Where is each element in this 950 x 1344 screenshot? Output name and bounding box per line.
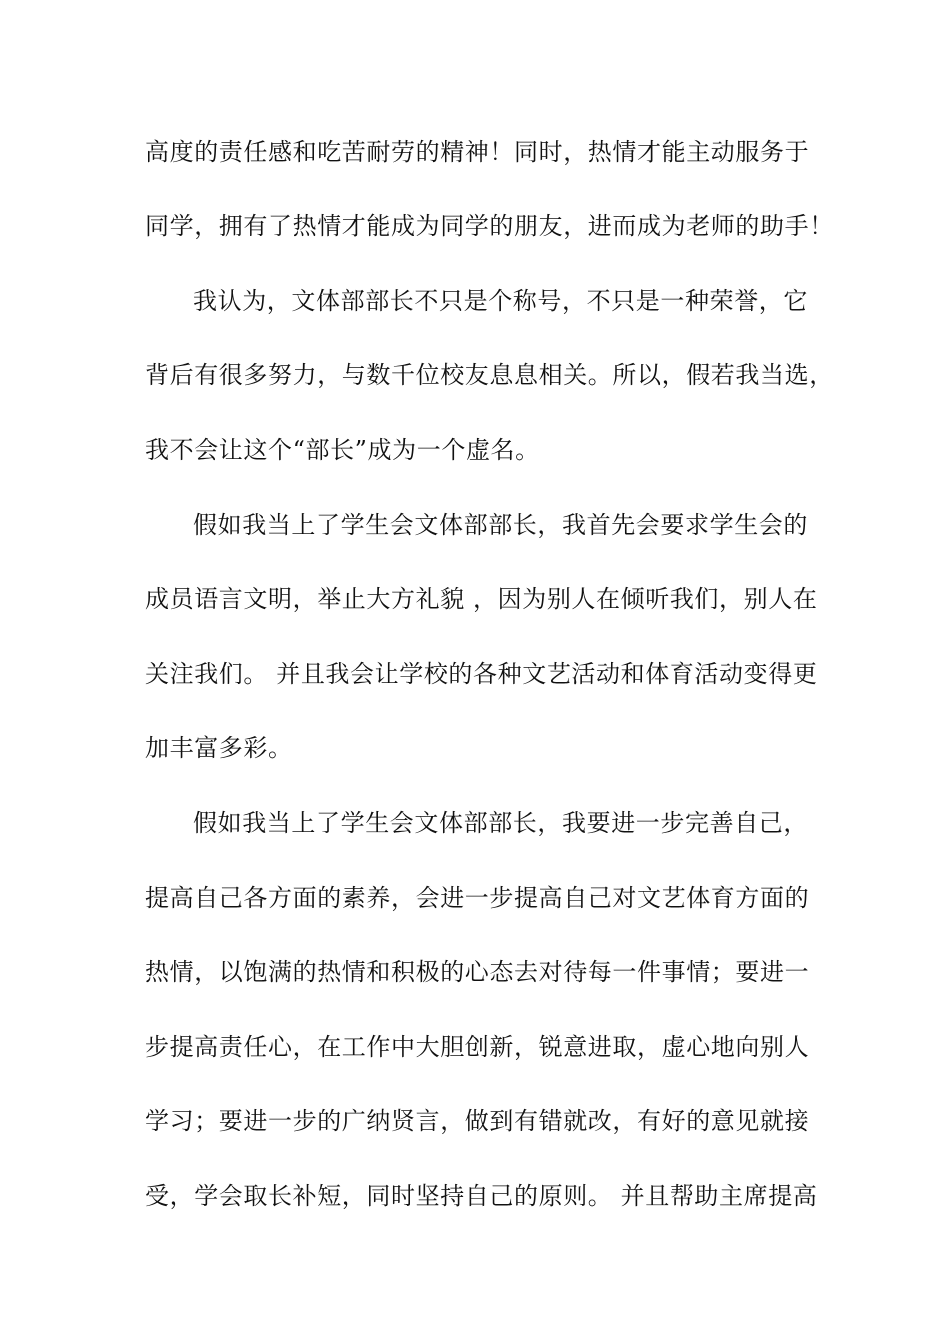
text-line-5: 我不会让这个“部长”成为一个虚名。 [145,436,540,464]
text-line-11: 提高自己各方面的素养，会进一步提高自己对文艺体育方面的 [145,884,810,912]
text-line-14: 学习；要进一步的广纳贤言，做到有错就改，有好的意见就接 [145,1107,810,1135]
text-line-13: 步提高责任心，在工作中大胆创新，锐意进取，虚心地向别人 [145,1033,810,1061]
text-line-15: 受，学会取长补短，同时坚持自己的原则。 并且帮助主席提高 [145,1182,818,1210]
text-line-8: 关注我们。 并且我会让学校的各种文艺活动和体育活动变得更 [145,660,818,688]
text-line-1: 高度的责任感和吃苦耐劳的精神！同时，热情才能主动服务于 [145,138,810,166]
text-line-4: 背后有很多努力，与数千位校友息息相关。所以，假若我当选， [145,361,834,389]
text-line-6: 假如我当上了学生会文体部部长，我首先会要求学生会的 [193,511,808,539]
text-line-9: 加丰富多彩。 [145,734,293,762]
text-line-10: 假如我当上了学生会文体部部长，我要进一步完善自己， [193,809,808,837]
text-line-3: 我认为，文体部部长不只是个称号，不只是一种荣誉，它 [193,287,808,315]
text-line-12: 热情，以饱满的热情和积极的心态去对待每一件事情；要进一 [145,958,810,986]
text-line-7: 成员语言文明，举止大方礼貌 ，因为别人在倾听我们，别人在 [145,585,818,613]
text-line-2: 同学，拥有了热情才能成为同学的朋友，进而成为老师的助手！ [145,212,834,240]
